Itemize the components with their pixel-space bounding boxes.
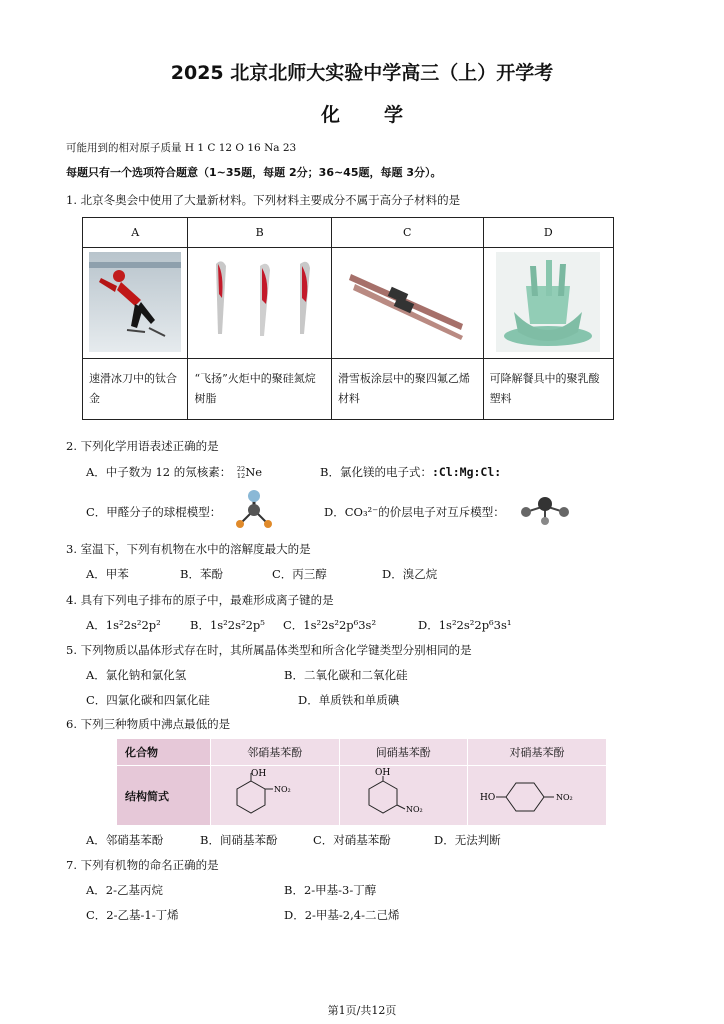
q5-option-b: B．二氧化碳和二氧化硅 <box>284 668 408 682</box>
q7-option-d: D．2-甲基-2,4-二己烯 <box>284 908 400 922</box>
skis-photo <box>345 260 469 344</box>
q4-option-c: C．1s²2s²2p⁶3s² <box>283 618 377 632</box>
q6-compound-ortho: 邻硝基苯酚 <box>211 739 340 766</box>
q1-image-d-cell <box>483 248 613 359</box>
ortho-oh-label: OH <box>250 769 266 779</box>
q2-mass-number: 22 <box>236 465 246 473</box>
ortho-nitrophenol-structure-icon <box>215 767 335 821</box>
q6-structure-para <box>468 766 607 826</box>
q1-header-a: A <box>83 218 188 248</box>
q3-stem: 3. 室温下，下列有机物在水中的溶解度最大的是 <box>66 542 311 556</box>
q1-text-b: “飞扬”火炬中的聚硅氮烷树脂 <box>188 359 331 420</box>
q1-header-d: D <box>483 218 613 248</box>
q2-option-a-nums <box>237 466 245 480</box>
q5-option-a: A．氯化钠和氯化氢 <box>86 668 187 682</box>
q2-option-d: D．CO₃²⁻的价层电子对互斥模型： <box>324 505 505 519</box>
meta-oh-label: OH <box>375 768 391 778</box>
q2-option-a-formula: Ne <box>245 465 263 479</box>
q6-structure-ortho <box>211 766 340 826</box>
q1-header-b: B <box>188 218 331 248</box>
q7-stem: 7. 下列有机物的命名正确的是 <box>66 858 219 872</box>
q6-compound-meta: 间硝基苯酚 <box>339 739 468 766</box>
exam-title: 2025 北京北师大实验中学高三（上）开学考 <box>170 62 554 84</box>
q4-option-a: A．1s²2s²2p² <box>86 618 161 632</box>
q6-option-d: D．无法判断 <box>434 833 501 847</box>
q1-stem: 1. 北京冬奥会中使用了大量新材料。下列材料主要成分不属于高分子材料的是 <box>66 193 461 207</box>
q7-option-a: A．2-乙基丙烷 <box>86 883 164 897</box>
formaldehyde-ball-stick-icon <box>232 488 276 532</box>
para-no2-label: NO₂ <box>556 793 573 802</box>
olympic-torch-photo <box>200 254 320 350</box>
vsepr-model-icon <box>516 492 574 526</box>
q7-option-b: B．2-甲基-3-丁醇 <box>284 883 377 897</box>
q1-text-a: 速滑冰刀中的钛合金 <box>83 359 188 420</box>
q6-structure-meta <box>339 766 468 826</box>
q5-option-d: D．单质铁和单质碘 <box>298 693 400 707</box>
q6-table <box>116 738 607 826</box>
instructions: 每题只有一个选项符合题意（1~35题，每题 2分；36~45题，每题 3分）。 <box>66 166 442 179</box>
q2-option-a-text: A．中子数为 12 的氖核素： <box>86 465 232 479</box>
q1-table <box>82 217 614 420</box>
meta-no2-label: NO₂ <box>406 805 424 814</box>
q2-option-b <box>320 464 501 480</box>
meta-nitrophenol-structure-icon <box>343 767 463 821</box>
q4-stem: 4. 具有下列电子排布的原子中，最难形成离子键的是 <box>66 593 334 607</box>
q1-text-c: 滑雪板涂层中的聚四氟乙烯材料 <box>331 359 483 420</box>
q4-option-d: D．1s²2s²2p⁶3s¹ <box>418 618 512 632</box>
q1-image-c-cell <box>331 248 483 359</box>
q6-row1-label: 化合物 <box>117 739 211 766</box>
q3-option-b: B．苯酚 <box>180 567 223 581</box>
q6-stem: 6. 下列三种物质中沸点最低的是 <box>66 717 231 731</box>
q5-stem: 5. 下列物质以晶体形式存在时，其所属晶体类型和所含化学键类型分别相同的是 <box>66 643 472 657</box>
q1-text-d: 可降解餐具中的聚乳酸塑料 <box>483 359 613 420</box>
q3-option-c: C．丙三醇 <box>272 567 327 581</box>
para-ho-label: HO <box>480 793 496 803</box>
q4-option-b: B．1s²2s²2p⁵ <box>190 618 265 632</box>
q2-option-b-formula: :Cl:Mg:Cl: <box>431 465 502 479</box>
page-footer: 第1页/共12页 <box>327 1004 397 1017</box>
q1-image-b-cell <box>188 248 331 359</box>
q2-option-a <box>86 464 262 480</box>
q2-option-b-text: B．氯化镁的电子式： <box>320 465 432 479</box>
speed-skater-photo <box>89 252 181 352</box>
q2-stem: 2. 下列化学用语表述正确的是 <box>66 439 219 453</box>
q2-option-c: C．甲醛分子的球棍模型： <box>86 505 222 519</box>
subject-title: 化学 <box>320 104 447 126</box>
q3-option-a: A．甲苯 <box>86 567 129 581</box>
para-nitrophenol-structure-icon <box>472 767 602 821</box>
q2-atomic-number: 12 <box>236 472 246 480</box>
q6-option-c: C．对硝基苯酚 <box>313 833 391 847</box>
q7-option-c: C．2-乙基-1-丁烯 <box>86 908 179 922</box>
q3-option-d: D．溴乙烷 <box>382 567 438 581</box>
ortho-no2-label: NO₂ <box>273 785 291 794</box>
q1-image-a-cell <box>83 248 188 359</box>
q6-option-a: A．邻硝基苯酚 <box>86 833 164 847</box>
atomic-masses: 可能用到的相对原子质量 H 1 C 12 O 16 Na 23 <box>66 142 297 154</box>
q6-compound-para: 对硝基苯酚 <box>468 739 607 766</box>
q6-option-b: B．间硝基苯酚 <box>200 833 278 847</box>
tableware-photo <box>496 252 600 352</box>
q5-option-c: C．四氯化碳和四氯化硅 <box>86 693 210 707</box>
q6-row2-label: 结构简式 <box>117 766 211 826</box>
q1-header-c: C <box>331 218 483 248</box>
